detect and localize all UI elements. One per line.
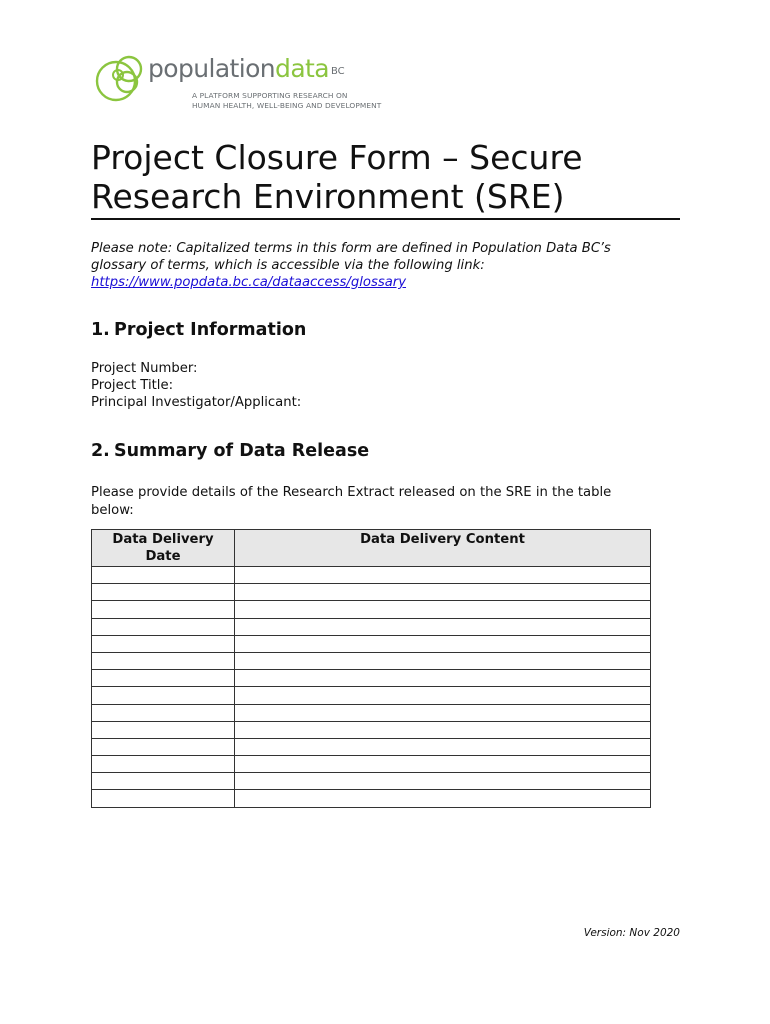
field-principal-investigator: Principal Investigator/Applicant: bbox=[91, 395, 302, 410]
title-divider bbox=[91, 218, 680, 220]
delivery-date-cell[interactable] bbox=[92, 635, 235, 652]
table-row bbox=[92, 756, 651, 773]
logo-wordmark bbox=[148, 54, 345, 84]
field-project-number: Project Number: bbox=[91, 361, 198, 376]
delivery-content-cell[interactable] bbox=[235, 567, 651, 584]
delivery-content-cell[interactable] bbox=[235, 687, 651, 704]
delivery-content-cell[interactable] bbox=[235, 635, 651, 652]
data-delivery-table bbox=[91, 529, 651, 808]
section2-heading-text: Summary of Data Release bbox=[114, 441, 370, 461]
page-title-line1: Project Closure Form – Secure bbox=[91, 138, 583, 177]
table-body bbox=[92, 567, 651, 808]
instructions-line2: below: bbox=[91, 503, 134, 518]
header-data-delivery-content: Data Delivery Content bbox=[235, 530, 651, 567]
logo-word-data: data bbox=[275, 54, 329, 83]
version-label: Version: Nov 2020 bbox=[583, 927, 680, 939]
delivery-content-cell[interactable] bbox=[235, 652, 651, 669]
logo-tagline-line1: A PLATFORM SUPPORTING RESEARCH ON bbox=[192, 91, 348, 100]
table-header-row bbox=[92, 530, 651, 567]
table-row bbox=[92, 704, 651, 721]
delivery-content-cell[interactable] bbox=[235, 618, 651, 635]
logo-tagline-line2: HUMAN HEALTH, WELL-BEING AND DEVELOPMENT bbox=[192, 100, 382, 110]
overlapping-circles-logo-icon bbox=[94, 52, 150, 108]
delivery-date-cell[interactable] bbox=[92, 670, 235, 687]
table-row bbox=[92, 721, 651, 738]
popdata-logo bbox=[94, 52, 424, 114]
data-release-instructions bbox=[91, 484, 651, 520]
delivery-date-cell[interactable] bbox=[92, 756, 235, 773]
delivery-date-cell[interactable] bbox=[92, 584, 235, 601]
table-row bbox=[92, 635, 651, 652]
table-row bbox=[92, 773, 651, 790]
delivery-date-cell[interactable] bbox=[92, 601, 235, 618]
delivery-content-cell[interactable] bbox=[235, 704, 651, 721]
glossary-note-line2: glossary of terms, which is accessible via the following link: bbox=[91, 258, 485, 273]
table-row bbox=[92, 652, 651, 669]
delivery-date-cell[interactable] bbox=[92, 618, 235, 635]
table-row bbox=[92, 584, 651, 601]
section2-number: 2. bbox=[91, 441, 110, 461]
delivery-date-cell[interactable] bbox=[92, 773, 235, 790]
delivery-content-cell[interactable] bbox=[235, 721, 651, 738]
section-heading-project-information bbox=[91, 320, 306, 340]
delivery-date-cell[interactable] bbox=[92, 567, 235, 584]
delivery-date-cell[interactable] bbox=[92, 687, 235, 704]
section1-heading-text: Project Information bbox=[114, 320, 307, 340]
delivery-content-cell[interactable] bbox=[235, 584, 651, 601]
glossary-note bbox=[91, 240, 681, 291]
delivery-content-cell[interactable] bbox=[235, 756, 651, 773]
table-row bbox=[92, 670, 651, 687]
delivery-date-cell[interactable] bbox=[92, 738, 235, 755]
delivery-date-cell[interactable] bbox=[92, 721, 235, 738]
logo-tagline bbox=[192, 91, 381, 110]
instructions-line1: Please provide details of the Research Extract released on the SRE in the table bbox=[91, 485, 612, 500]
table-row bbox=[92, 790, 651, 807]
table-row bbox=[92, 618, 651, 635]
delivery-date-cell[interactable] bbox=[92, 652, 235, 669]
table-row bbox=[92, 567, 651, 584]
delivery-date-cell[interactable] bbox=[92, 704, 235, 721]
project-information-fields bbox=[91, 360, 301, 411]
table-row bbox=[92, 738, 651, 755]
glossary-note-line1: Please note: Capitalized terms in this form are defined in Population Data BC’s bbox=[91, 241, 611, 256]
delivery-content-cell[interactable] bbox=[235, 773, 651, 790]
logo-word-population: population bbox=[148, 54, 276, 83]
delivery-date-cell[interactable] bbox=[92, 790, 235, 807]
page-title-line2: Research Environment (SRE) bbox=[91, 177, 565, 216]
delivery-content-cell[interactable] bbox=[235, 738, 651, 755]
field-project-title: Project Title: bbox=[91, 378, 174, 393]
page-title bbox=[91, 138, 681, 216]
delivery-content-cell[interactable] bbox=[235, 670, 651, 687]
table-row bbox=[92, 601, 651, 618]
glossary-link[interactable]: https://www.popdata.bc.ca/dataaccess/glossary bbox=[91, 275, 407, 290]
table-row bbox=[92, 687, 651, 704]
section1-number: 1. bbox=[91, 320, 110, 340]
delivery-content-cell[interactable] bbox=[235, 790, 651, 807]
logo-word-bc: BC bbox=[330, 66, 345, 77]
delivery-content-cell[interactable] bbox=[235, 601, 651, 618]
header-data-delivery-date: Data Delivery Date bbox=[92, 530, 235, 567]
section-heading-summary-of-data-release bbox=[91, 441, 369, 461]
